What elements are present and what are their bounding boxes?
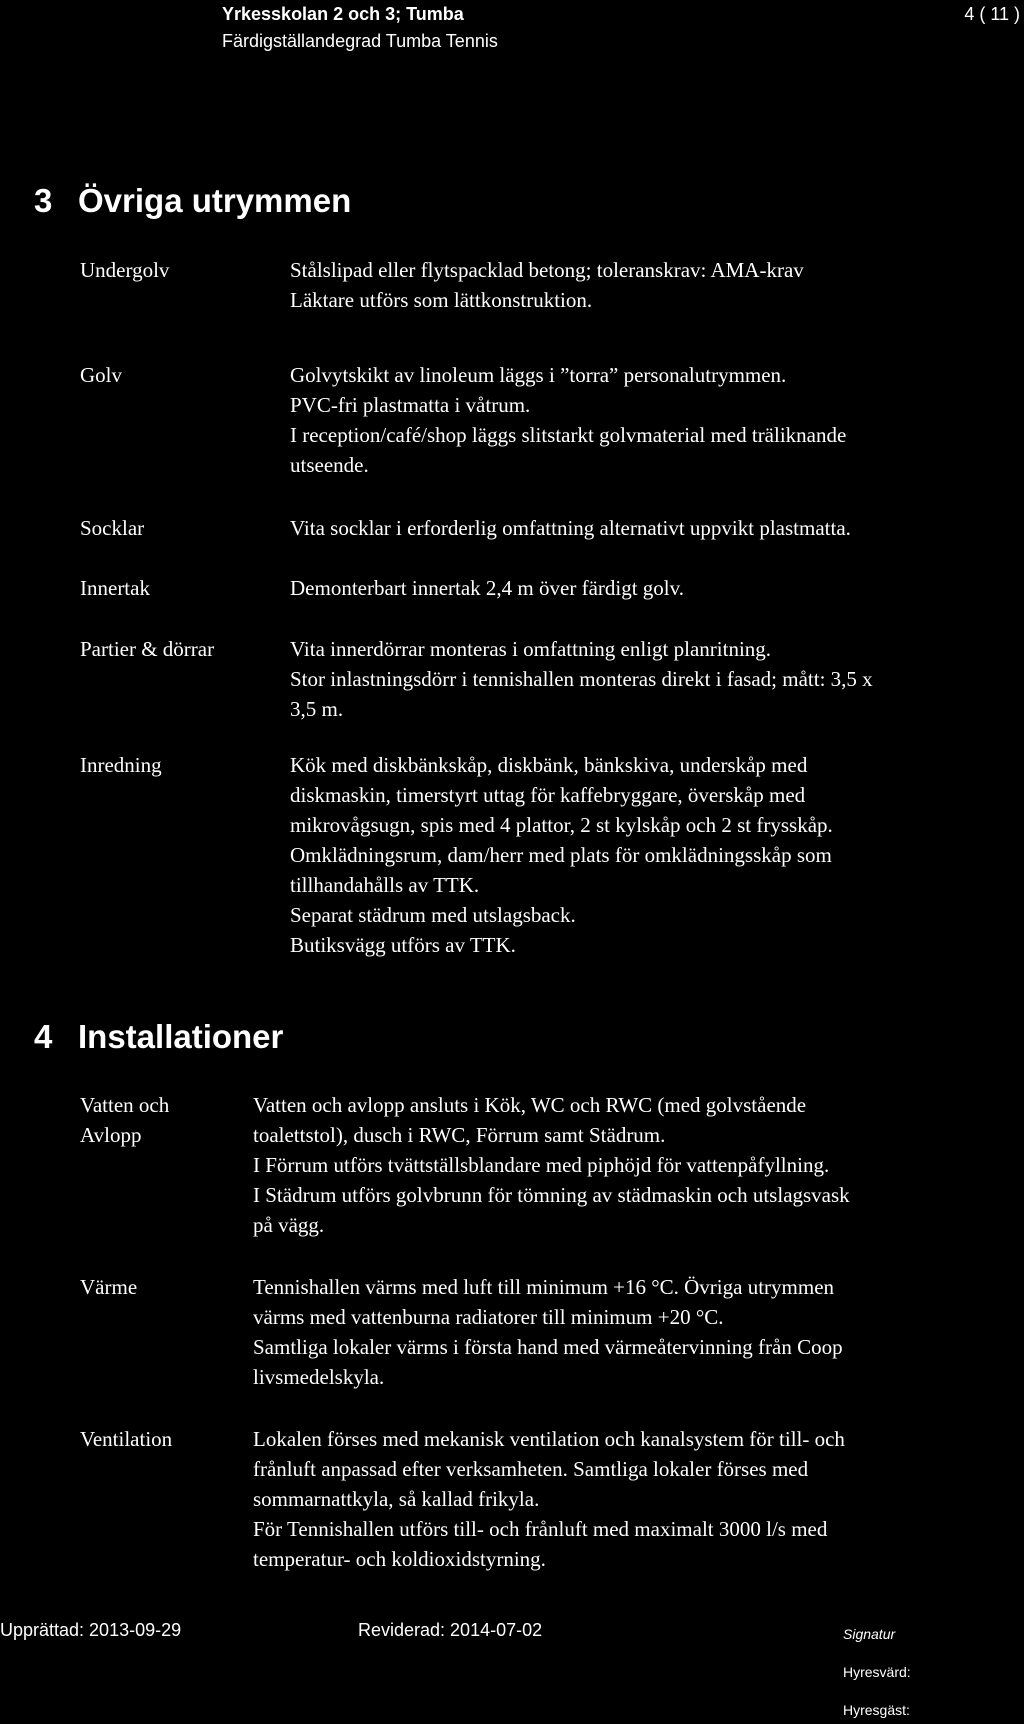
content-line: Butiksvägg utförs av TTK. — [290, 933, 516, 957]
row-label-golv — [80, 360, 122, 390]
content-line: Golvytskikt av linoleum läggs i ”torra” personalutrymmen. — [290, 363, 787, 387]
content-line: toalettstol), dusch i RWC, Förrum samt Städrum. — [253, 1123, 666, 1147]
label-line: Avlopp — [80, 1123, 142, 1147]
content-line: sommarnattkyla, så kallad frikyla. — [253, 1487, 540, 1511]
label-line: Värme — [80, 1275, 138, 1299]
header-organization: Yrkesskolan 2 och 3; Tumba — [222, 4, 464, 24]
row-label-varme — [80, 1272, 137, 1302]
landlord-label: Hyresvärd: — [843, 1664, 911, 1680]
row-content-undergolv — [290, 255, 804, 315]
row-content-golv — [290, 360, 846, 480]
section-title: Installationer — [78, 1018, 284, 1055]
content-line: Vita innerdörrar monteras i omfattning enligt planritning. — [290, 637, 772, 661]
content-line: I Städrum utförs golvbrunn för tömning av städmaskin och utslagsvask — [253, 1183, 850, 1207]
label-line: Innertak — [80, 576, 150, 600]
section-heading-3 — [34, 182, 351, 220]
section-number: 3 — [34, 182, 53, 219]
section-number: 4 — [34, 1018, 53, 1055]
content-line: Vita socklar i erforderlig omfattning alternativt uppvikt plastmatta. — [290, 516, 851, 540]
row-content-vatten-avlopp — [253, 1090, 850, 1240]
section-heading-4 — [34, 1018, 283, 1056]
label-line: Vatten och — [80, 1093, 170, 1117]
content-line: Lokalen förses med mekanisk ventilation och kanalsystem för till- och — [253, 1427, 845, 1451]
content-line: I reception/café/shop läggs slitstarkt golvmaterial med träliknande — [290, 423, 847, 447]
row-content-varme — [253, 1272, 843, 1392]
signature-label: Signatur — [843, 1626, 896, 1642]
row-label-socklar — [80, 513, 144, 543]
row-label-partier-dorrar — [80, 634, 214, 664]
row-label-undergolv — [80, 255, 169, 285]
content-line: Kök med diskbänkskåp, diskbänk, bänkskiva, underskåp med — [290, 753, 808, 777]
content-line: Läktare utförs som lättkonstruktion. — [290, 288, 593, 312]
content-line: Stor inlastningsdörr i tennishallen monteras direkt i fasad; mått: 3,5 x — [290, 667, 873, 691]
page-number: 4 ( 11 ) — [964, 4, 1020, 24]
row-label-inredning — [80, 750, 162, 780]
content-line: frånluft anpassad efter verksamheten. Samtliga lokaler förses med — [253, 1457, 809, 1481]
content-line: PVC-fri plastmatta i våtrum. — [290, 393, 531, 417]
content-line: Tennishallen värms med luft till minimum +16 °C. Övriga utrymmen — [253, 1275, 835, 1299]
row-content-ventilation — [253, 1424, 845, 1574]
content-line: Omklädningsrum, dam/herr med plats för omklädningsskåp som — [290, 843, 832, 867]
content-line: utseende. — [290, 453, 369, 477]
label-line: Partier & dörrar — [80, 637, 215, 661]
row-content-innertak — [290, 573, 684, 603]
section-title: Övriga utrymmen — [78, 182, 352, 219]
label-line: Golv — [80, 363, 122, 387]
row-content-inredning — [290, 750, 833, 960]
content-line: på vägg. — [253, 1213, 325, 1237]
label-line: Socklar — [80, 516, 145, 540]
content-line: Separat städrum med utslagsback. — [290, 903, 576, 927]
content-line: diskmaskin, timerstyrt uttag för kaffebryggare, överskåp med — [290, 783, 806, 807]
row-content-socklar — [290, 513, 851, 543]
content-line: Demonterbart innertak 2,4 m över färdigt golv. — [290, 576, 685, 600]
content-line: värms med vattenburna radiatorer till minimum +20 °C. — [253, 1305, 724, 1329]
content-line: tillhandahålls av TTK. — [290, 873, 480, 897]
content-line: Vatten och avlopp ansluts i Kök, WC och RWC (med golvstående — [253, 1093, 807, 1117]
row-label-innertak — [80, 573, 150, 603]
header-subtitle: Färdigställandegrad Tumba Tennis — [222, 31, 498, 51]
label-line: Ventilation — [80, 1427, 173, 1451]
label-line: Inredning — [80, 753, 162, 777]
content-line: livsmedelskyla. — [253, 1365, 385, 1389]
footer-created-date: Upprättad: 2013-09-29 — [0, 1620, 182, 1640]
row-content-partier-dorrar — [290, 634, 873, 724]
content-line: Samtliga lokaler värms i första hand med värmeåtervinning från Coop — [253, 1335, 843, 1359]
row-label-vatten-avlopp — [80, 1090, 169, 1150]
label-line: Undergolv — [80, 258, 170, 282]
content-line: mikrovågsugn, spis med 4 plattor, 2 st kylskåp och 2 st frysskåp. — [290, 813, 833, 837]
footer-revised-date: Reviderad: 2014-07-02 — [358, 1620, 543, 1640]
content-line: 3,5 m. — [290, 697, 344, 721]
content-line: För Tennishallen utförs till- och frånluft med maximalt 3000 l/s med — [253, 1517, 828, 1541]
tenant-label: Hyresgäst: — [843, 1702, 910, 1718]
content-line: temperatur- och koldioxidstyrning. — [253, 1547, 546, 1571]
content-line: Stålslipad eller flytspacklad betong; toleranskrav: AMA-krav — [290, 258, 804, 282]
content-line: I Förrum utförs tvättställsblandare med piphöjd för vattenpåfyllning. — [253, 1153, 830, 1177]
row-label-ventilation — [80, 1424, 172, 1454]
